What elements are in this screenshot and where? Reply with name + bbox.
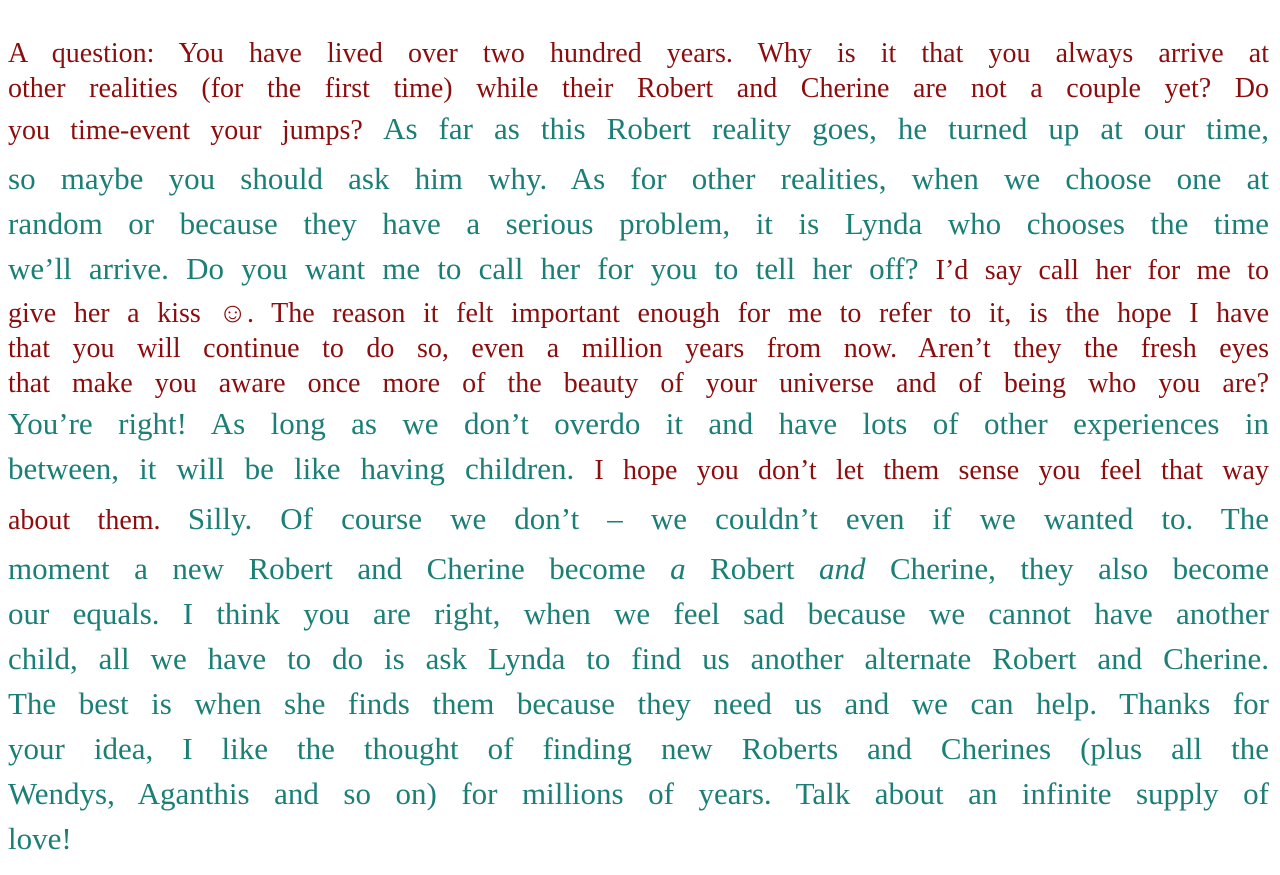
text-line bbox=[8, 106, 1269, 156]
question-text: you time-event your jumps? bbox=[8, 115, 384, 146]
answer-text: moment a new Robert and Cherine become bbox=[8, 551, 671, 586]
answer-text: and bbox=[818, 551, 866, 586]
question-text: that make you aware once more of the beauty of your universe and of being who you are? bbox=[8, 368, 1269, 399]
answer-text: You’re right! As long as we don’t overdo it and have lots of other experiences in bbox=[8, 406, 1269, 441]
text-line bbox=[8, 156, 1269, 201]
answer-text: we’ll arrive. Do you want me to call her for you to tell her off? bbox=[8, 251, 936, 286]
question-text: give her a kiss ☺. The reason it felt important enough for me to refer to it, is the hope I have bbox=[8, 298, 1269, 329]
text-line bbox=[8, 546, 1269, 591]
answer-text: The best is when she finds them because they need us and we can help. Thanks for bbox=[8, 686, 1269, 721]
text-line bbox=[8, 71, 1269, 106]
text-line bbox=[8, 401, 1269, 446]
question-text: I hope you don’t let them sense you feel that way bbox=[594, 455, 1269, 486]
text-line bbox=[8, 726, 1269, 771]
text-line bbox=[8, 591, 1269, 636]
text-line bbox=[8, 816, 1269, 861]
answer-text: Silly. Of course we don’t – we couldn’t even if we wanted to. The bbox=[187, 501, 1269, 536]
question-text: I’d say call her for me to bbox=[935, 255, 1269, 286]
answer-text: our equals. I think you are right, when we feel sad because we cannot have another bbox=[8, 596, 1269, 631]
question-text: other realities (for the first time) while their Robert and Cherine are not a couple yet? Do bbox=[8, 73, 1269, 104]
document-body bbox=[8, 36, 1269, 861]
question-text: about them. bbox=[8, 505, 188, 536]
text-line bbox=[8, 331, 1269, 366]
text-line bbox=[8, 201, 1269, 246]
text-line bbox=[8, 496, 1269, 546]
answer-text: so maybe you should ask him why. As for other realities, when we choose one at bbox=[8, 161, 1269, 196]
answer-text: love! bbox=[8, 821, 72, 856]
answer-text: Cherine, they also become bbox=[865, 551, 1269, 586]
question-text: A question: You have lived over two hundred years. Why is it that you always arrive at bbox=[8, 38, 1269, 69]
text-line bbox=[8, 246, 1269, 296]
text-line bbox=[8, 636, 1269, 681]
text-line bbox=[8, 366, 1269, 401]
answer-text: your idea, I like the thought of finding new Roberts and Cherines (plus all the bbox=[8, 731, 1269, 766]
answer-text: Robert bbox=[685, 551, 819, 586]
text-line bbox=[8, 681, 1269, 726]
question-text: that you will continue to do so, even a million years from now. Aren’t they the fresh eyes bbox=[8, 333, 1269, 364]
answer-text: a bbox=[670, 551, 686, 586]
answer-text: As far as this Robert reality goes, he turned up at our time, bbox=[383, 111, 1269, 146]
answer-text: between, it will be like having children. bbox=[8, 451, 595, 486]
text-line bbox=[8, 446, 1269, 496]
text-line bbox=[8, 296, 1269, 331]
text-line bbox=[8, 771, 1269, 816]
answer-text: child, all we have to do is ask Lynda to find us another alternate Robert and Cherine. bbox=[8, 641, 1269, 676]
answer-text: random or because they have a serious problem, it is Lynda who chooses the time bbox=[8, 206, 1269, 241]
text-line bbox=[8, 36, 1269, 71]
answer-text: Wendys, Aganthis and so on) for millions of years. Talk about an infinite supply of bbox=[8, 776, 1269, 811]
